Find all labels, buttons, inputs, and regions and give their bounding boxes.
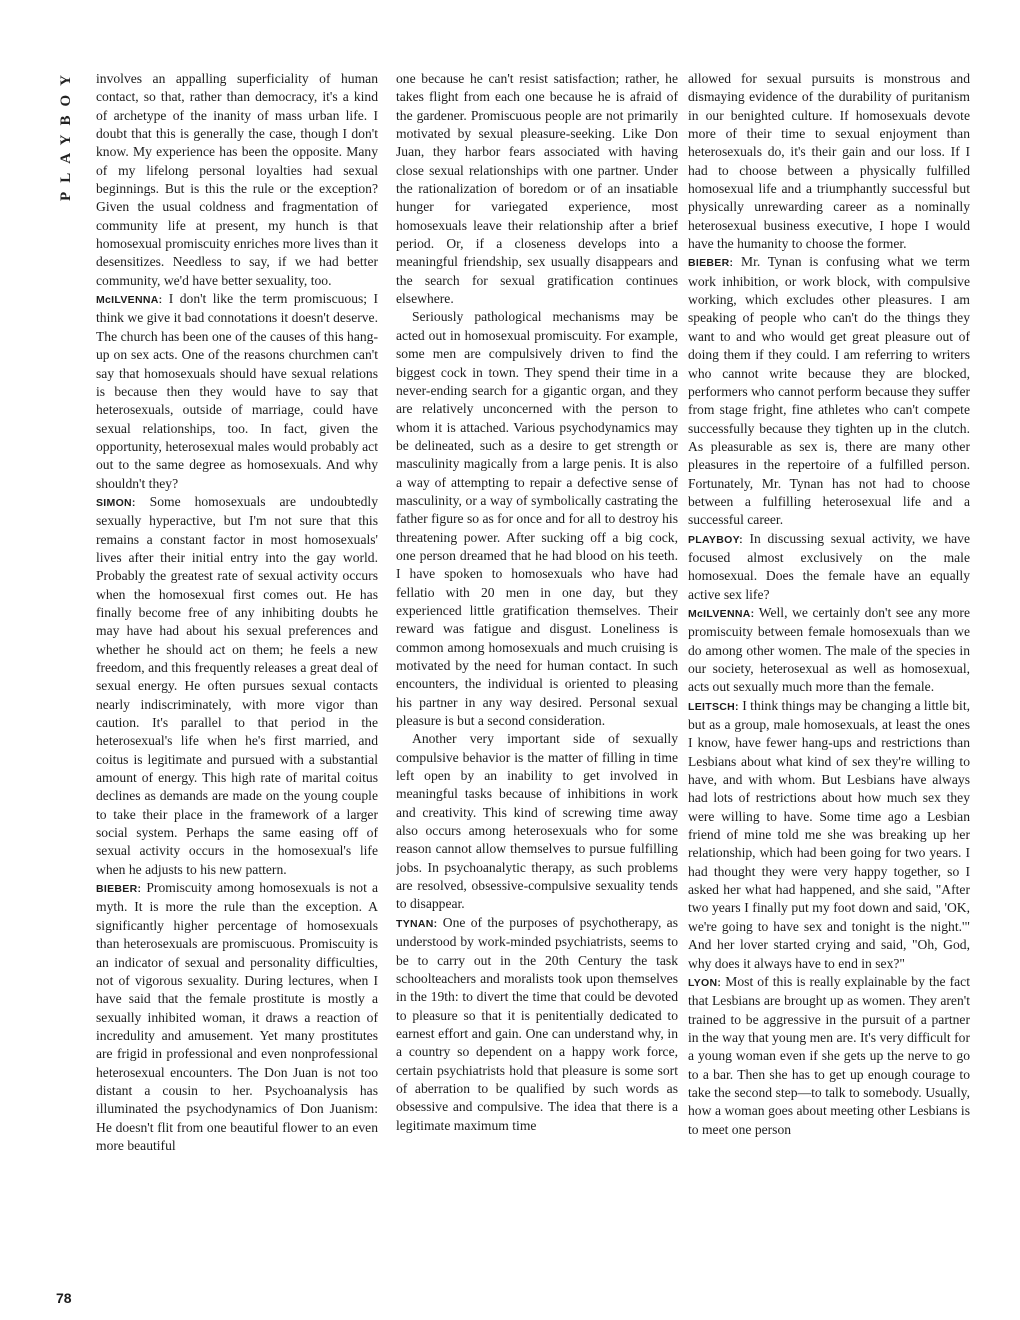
paragraph [96,493,378,879]
paragraph-text: Promiscuity among homosexuals is not a myth. It is more the rule than the exception. A significantly higher percentage of homosexuals than heterosexuals are promiscuous. Promiscuity is an indicator of sexual and personality difficulties, not of vigorous sexuality. During lectures, when I have said that the female prostitute is mostly a sexually inhibited woman, it draws a reaction of incredulity and amusement. Yet many prostitutes are frigid in professional and even nonprofessional heterosexual encounters. The Don Juan is not too distant a cousin to her. Psychoanalysis has illuminated the psychodynamics of Don Juanism: He doesn't flit from one beautiful flower to an even more beautiful [96,880,378,1153]
speaker-label: McILVENNA: [96,294,163,307]
paragraph [688,70,970,253]
paragraph [96,290,378,493]
text-column-3 [688,70,970,1305]
page-number: 78 [56,1290,72,1306]
speaker-label: SIMON: [96,496,136,509]
paragraph-text: Mr. Tynan is confusing what we term work inhibition, or work block, with compulsive working, which excludes other pleasures. I am speaking of people who can't do the things they want to and who would get great pleasure out of doing them if they could. I am referring to writers who cannot write because they are blocked, performers who cannot perform because they suffer from stage fright, fine athletes who can't compete successfully because they tighten up in the clutch. As pleasurable as sex is, there are many other pleasures in the repertoire of a fulfilled person. Fortunately, Mr. Tynan has not had to choose between a fulfilling heterosexual life and a successful career. [688,254,970,528]
speaker-label: LYON: [688,976,722,989]
speaker-label: BIEBER: [96,883,142,896]
paragraph-text: I don't like the term promiscuous; I think we give it bad connotations it doesn't deserve. The church has been one of the causes of this hang-up on sex acts. One of the reasons churchmen can't say that homosexuals should have sexual relations is because then they would have to say that heterosexuals, outside of marriage, could have sexual relationships, too. In fact, given the opportunity, heterosexual males would probably act out to the same degree as homosexuals. And why shouldn't they? [96,291,378,491]
paragraph-text: One of the purposes of psychotherapy, as understood by work-minded psychiatrists, seems to be to carry out in the 20th Century the task schoolteachers and moralists took upon themselves in the 19th: to divert the time that could be devoted to pleasure so that it is penitentially dedicated to earnest effort and gain. One can understand why, in a country so dependent on a happy work force, certain psychiatrists hold that pleasure is some sort of aberration to be qualified by such words as obsessive and compulsive. The idea that there is a legitimate maximum time [396,914,678,1133]
paragraph-text: Another very important side of sexually compulsive behavior is the matter of filling in time left open by an inability to get involved in meaningful tasks because of inhibitions in work and creativity. This kind of screwing time away also occurs among heterosexuals who for some reason cannot allow themselves to pursue fulfilling jobs. In psychoanalytic therapy, as such problems are resolved, obsessive-compulsive sexuality tends to disappear. [396,731,678,912]
speaker-label: TYNAN: [396,917,438,930]
paragraph [688,973,970,1139]
paragraph-text: one because he can't resist satisfaction; rather, he takes flight from each one because he is afraid of the gardener. Promiscuous people are not primarily motivated by sexual pleasure-seeking. Like Don Juan, they harbor fears associated with having close sexual relationships with one partner. Under the rationalization of boredom or of an insatiable hunger for variegated experience, most homosexuals leave their relationship after a brief period. Or, if a closeness develops into a meaningful friendship, sex usually disappears and the search for sexual gratification continues elsewhere. [396,71,678,307]
paragraph [396,308,678,730]
speaker-label: LEITSCH: [688,700,739,713]
paragraph [688,697,970,973]
speaker-label: McILVENNA: [688,607,755,620]
paragraph-text: Seriously pathological mechanisms may be acted out in homosexual promiscuity. For example, some men are compulsively driven to find the biggest cock in town. They spend their time in a never-ending search for a gigantic organ, and they are relatively unconcerned with the person to whom it is attached. Various psychodynamics may be delineated, such as a desire to get strength or masculinity magically from a large penis. It is also a way of attempting to repair a defective sense of masculinity, or a way of symbolically castrating the father figure so as for once and for all to destroy his threatening power. After sucking off a big cock, one person dreamed that he had blood on his teeth. I have spoken to homosexuals who have had fellatio with 20 men in one day, but they experienced little gratification themselves. Their reward was fatigue and disgust. Loneliness is common among homosexuals and much cruising is motivated by the need for human contact. In such encounters, the individual is oriented to pleasing his partner in any way desired. Personal sexual pleasure is but a second consideration. [396,309,678,729]
paragraph [396,70,678,308]
masthead-logo [58,66,92,306]
masthead-text: PLAYBOY [58,66,74,201]
paragraph-text: I think things may be changing a little bit, but as a group, male homosexuals, at least the ones I know, have fewer hang-ups and restrictions than Lesbians about what kind of sex they're willing to have, and with whom. But Lesbians have always had lots of restrictions about how much sex they were willing to have. Some time ago a Lesbian friend of mine told me she was breaking up her relationship, which had been going for two years. I had thought they were very happy together, so I asked her what had happened, and she said, "After two years I finally put my foot down and said, 'OK, we're going to have sex and tonight is the night.'" And her lover started crying and said, "Oh, God, why does it always have to end in sex?" [688,697,970,971]
paragraph-text: In discussing sexual activity, we have focused almost exclusively on the male homosexual. Does the female have an equally active sex life? [688,530,970,602]
speaker-label: BIEBER: [688,257,734,270]
paragraph [396,914,678,1135]
paragraph-text: Most of this is really explainable by the fact that Lesbians are brought up as women. They aren't trained to be aggressive in the pursuit of a partner in the way that young men are. It's very difficult for a young woman even if she gets up the nerve to go to a bar. Then she has to get up enough courage to take the second step—to talk to somebody. Usually, how a woman goes about meeting other Lesbians is to meet one person [688,973,970,1137]
text-column-1 [96,70,378,1305]
paragraph-text: allowed for sexual pursuits is monstrous and dismaying evidence of the durability of puritanism in our benighted culture. If homosexuals devote more of their time to sexual enjoyment than heterosexuals do, it's their gain and our loss. If I had to choose between a physically fulfilled homosexual life and a triumphantly successful but physically unrewarding career as a nominally heterosexual business executive, I hope I would have the humanity to choose the former. [688,71,970,252]
paragraph-text: Some homosexuals are undoubtedly sexually hyperactive, but I'm not sure that this remains a constant factor in most homosexuals' lives after their initial entry into the gay world. Probably the greatest rate of sexual activity occurs when the homosexual first comes out. He has finally become free of any inhibiting doubts he may have had about his sexual preferences and whether he should act on them; he feels a new freedom, and this frequently releases a great deal of sexual energy. He often pursues sexual contacts nearly indiscriminately, with more vigor than caution. It's parallel to that period in the heterosexual's life when he's first married, and coitus is legitimate and pursued with a substantial amount of energy. This high rate of marital coitus declines as demands are made on the young couple to take their place in the framework of a larger social system. Perhaps the same easing off of sexual activity occurs in the homosexual's life when he adjusts to his new pattern. [96,493,378,877]
paragraph [96,879,378,1155]
paragraph-text: involves an appalling superficiality of human contact, so that, rather than democracy, it's a kind of archetype of the inanity of mass urban life. I doubt that this is generally the case, though I don't know. My experience has been the opposite. Many of my lifelong personal loyalties had sexual beginnings. But is this the rule or the exception? Given the usual coldness and fragmentation of community life at present, my hunch is that homosexual promiscuity enriches more lives than it desensitizes. Needless to say, if we had better community, we'd have better sexuality, too. [96,71,378,288]
paragraph-text: Well, we certainly don't see any more promiscuity between female homosexuals than we do among other women. The male of the species in our society, heterosexual as well as homosexual, acts out sexually much more than the female. [688,604,970,695]
paragraph [688,604,970,697]
speaker-label: PLAYBOY: [688,533,743,546]
paragraph [688,253,970,529]
paragraph [396,730,678,913]
paragraph [96,70,378,290]
text-column-2 [396,70,678,1305]
paragraph [688,530,970,604]
